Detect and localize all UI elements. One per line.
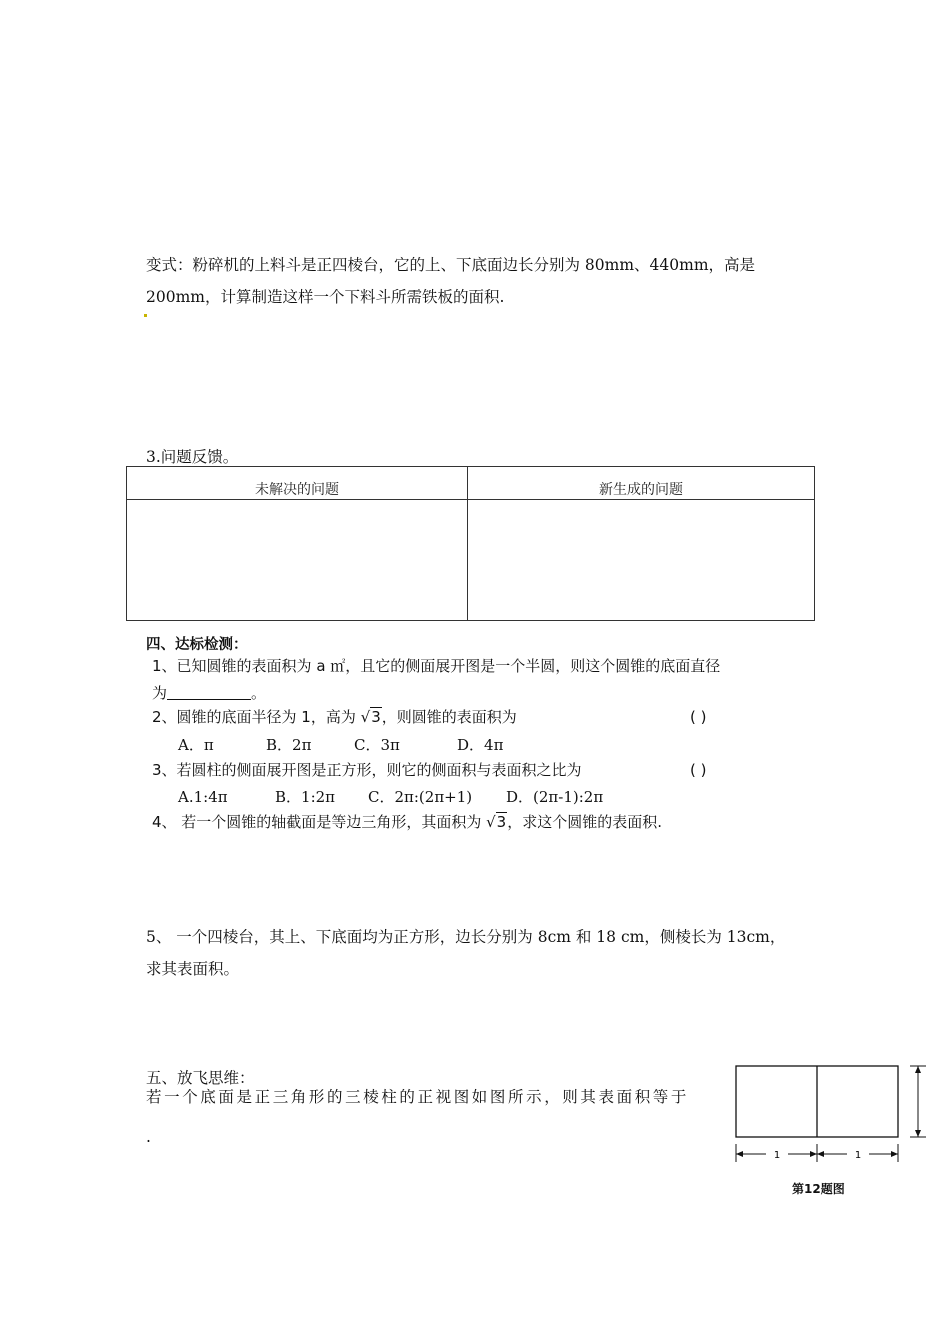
divergent-answer-tail: . [146, 1128, 151, 1146]
feedback-cell-unsolved[interactable] [127, 500, 468, 621]
q2-option-d[interactable]: D．4π [457, 736, 504, 754]
figure-caption: 第12题图 [792, 1182, 845, 1196]
feedback-col-unsolved: 未解决的问题 [127, 467, 468, 500]
q1-suffix: 。 [251, 684, 267, 702]
q5-line-1: 5、 一个四棱台，其上、下底面均为正方形，边长分别为 8cm 和 18 cm，侧棱长为 13cm， [146, 928, 786, 946]
feedback-col-new: 新生成的问题 [468, 467, 815, 500]
q5-line-2: 求其表面积。 [146, 960, 240, 978]
q2-text [152, 710, 517, 725]
q3-option-a[interactable]: A.1:4π [178, 788, 228, 806]
q2-option-b[interactable]: B．2π [266, 736, 312, 754]
q2-option-a[interactable]: A．π [178, 736, 214, 754]
q2-suffix: ，则圆锥的表面积为 [381, 708, 517, 726]
divergent-heading: 五、放飞思维： [146, 1069, 255, 1087]
prism-front-view-figure [730, 1060, 940, 1170]
width-dim-label-left: 1 [773, 1150, 781, 1161]
q1-answer-blank[interactable] [167, 685, 251, 700]
q3-option-b[interactable]: B．1:2π [275, 788, 336, 806]
test-heading: 四、达标检测： [146, 637, 248, 653]
width-arrow-1 [736, 1151, 743, 1157]
q2-option-c[interactable]: C．3π [354, 736, 400, 754]
q2-sqrt-radicand: 3 [371, 708, 381, 726]
width-arrow-2 [810, 1151, 817, 1157]
q3-answer-paren[interactable]: ( ) [690, 761, 707, 779]
q4-prefix: 4、 若一个圆锥的轴截面是等边三角形，其面积为 [152, 813, 482, 831]
q4-sqrt-radicand: 3 [496, 813, 507, 831]
feedback-title: 3.问题反馈。 [146, 448, 239, 466]
q2-prefix: 2、圆锥的底面半径为 1，高为 [152, 708, 356, 726]
width-dim-label-right: 1 [854, 1150, 862, 1161]
q4-text [152, 815, 662, 830]
q1-line-1: 1、已知圆锥的表面积为 a ㎡，且它的侧面展开图是一个半圆，则这个圆锥的底面直径 [152, 657, 721, 675]
stray-mark [144, 314, 147, 317]
variant-line-1: 变式：粉碎机的上料斗是正四棱台，它的上、下底面边长分别为 80mm、440mm，高是 [146, 256, 756, 274]
width-arrow-3 [817, 1151, 824, 1157]
q3-option-d[interactable]: D．(2π-1):2π [506, 788, 604, 806]
q3-option-c[interactable]: C．2π:(2π+1) [368, 788, 473, 806]
variant-line-2: 200mm，计算制造这样一个下料斗所需铁板的面积. [146, 288, 505, 306]
q1-prefix: 为 [152, 684, 168, 702]
divergent-text: 若一个底面是正三角形的三棱柱的正视图如图所示，则其表面积等于 [146, 1088, 690, 1106]
q2-answer-paren[interactable]: ( ) [690, 708, 707, 726]
q4-suffix: ，求这个圆锥的表面积. [507, 813, 662, 831]
q2-sqrt: √3 [360, 708, 381, 726]
q1-line-2 [152, 685, 266, 701]
q3-text: 3、若圆柱的侧面展开图是正方形，则它的侧面积与表面积之比为 [152, 761, 582, 779]
width-arrow-4 [891, 1151, 898, 1157]
height-dim-arrow-top [915, 1066, 921, 1073]
q4-sqrt: √3 [486, 813, 507, 831]
feedback-cell-new[interactable] [468, 500, 815, 621]
height-dim-arrow-bottom [915, 1130, 921, 1137]
feedback-table [126, 466, 815, 621]
